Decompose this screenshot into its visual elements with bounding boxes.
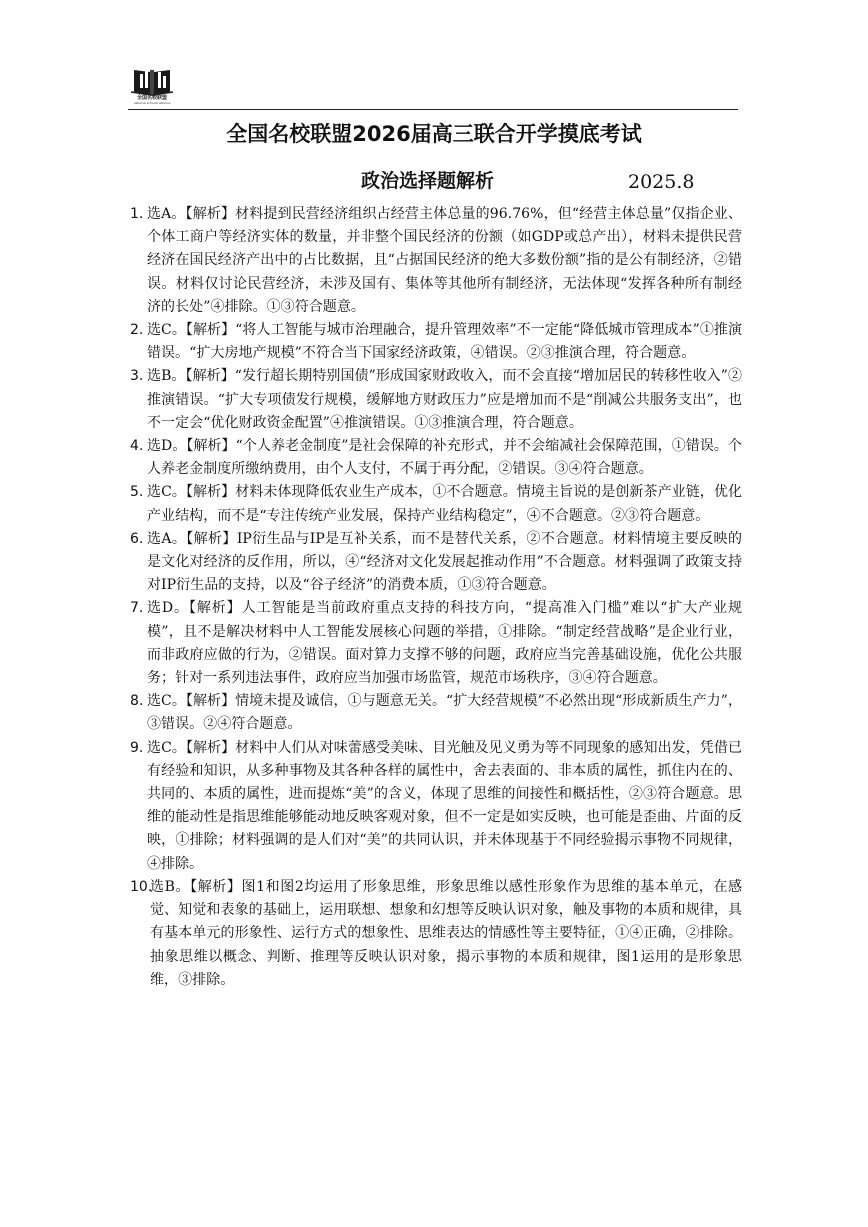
question-number: 9. [130, 739, 144, 756]
question-number: 10. [130, 878, 153, 895]
answer-item [130, 690, 742, 736]
answer-explanation: 选D。【解析】“个人养老金制度”是社会保障的补充形式，并不会缩减社会保障范围，①错误。个人养老金制度所缴纳费用，由个人支付，不属于再分配，②错误。③④符合题意。 [147, 438, 742, 478]
answer-item [130, 481, 742, 527]
book-logo-icon [128, 64, 176, 96]
answer-explanation: 选D。【解析】人工智能是当前政府重点支持的科技方向，“提高准入门槛”难以“扩大产业规模”，且不是解决材料中人工智能发展核心问题的举措，①排除。“制定经营战略”是企业行业，而非政府应做的行为，②错误。面对算力支撑不够的问题，政府应当完善基础设施，优化公共服务；针对一系列违法事件，政府应当加强市场监管，规范市场秩序，③④符合题意。 [147, 600, 742, 687]
answer-item [130, 528, 742, 598]
answer-item [130, 597, 742, 690]
answer-explanation: 选C。【解析】“将人工智能与城市治理融合，提升管理效率”不一定能“降低城市管理成本”①推演错误。“扩大房地产规模”不符合当下国家经济政策，④错误。②③推演合理，符合题意。 [147, 322, 742, 362]
logo-caption: 全国名校联盟 [136, 95, 167, 101]
answer-explanation: 选A。【解析】材料提到民营经济组织占经营主体总量的96.76%，但“经营主体总量”仅指企业、个体工商户等经济实体的数量，并非整个国民经济的份额（如GDP或总产出），材料未提供民营经济在国民经济产出中的占比数据，且“占据国民经济的绝大多数份额”指的是公有制经济，②错误。材料仅讨论民营经济，未涉及国有、集体等其他所有制经济，无法体现“发挥各种所有制经济的长处”④排除。①③符合题意。 [147, 206, 742, 315]
question-number: 8. [130, 693, 144, 710]
alliance-logo [128, 64, 176, 108]
question-number: 2. [130, 322, 144, 339]
question-number: 5. [130, 484, 144, 501]
question-number: 7. [130, 600, 144, 617]
answer-explanation: 选A。【解析】IP衍生品与IP是互补关系，而不是替代关系，②不合题意。材料情境主要反映的是文化对经济的反作用，所以，④“经济对文化发展起推动作用”不合题意。材料强调了政策支持对IP衍生品的支持，以及“谷子经济”的消费本质，①③符合题意。 [147, 530, 742, 594]
page-title: 全国名校联盟2026届高三联合开学摸底考试 [226, 122, 642, 146]
question-number: 6. [130, 530, 144, 547]
answer-item [130, 365, 742, 435]
answer-explanation: 选B。【解析】图1和图2均运用了形象思维，形象思维以感性形象作为思维的基本单元，在感觉、知觉和表象的基础上，运用联想、想象和幻想等反映认识对象，触及事物的本质和规律，具有基本单元的形象性、运行方式的想象性、思维表达的情感性等主要特征，①④正确，②排除。抽象思维以概念、判断、推理等反映认识对象，揭示事物的本质和规律，图1运用的是形象思维，③排除。 [150, 878, 742, 988]
exam-date: 2025.8 [628, 171, 695, 193]
answer-item [130, 737, 742, 876]
answer-explanation: 选B。【解析】“发行超长期特别国债”形成国家财政收入，而不会直接“增加居民的转移性收入”②推演错误。“扩大专项债发行规模，缓解地方财政压力”应是增加而不是“削减公共服务支出”，也不一定会“优化财政资金配置”④推演错误。①③推演合理，符合题意。 [147, 368, 742, 431]
answer-list [130, 203, 742, 992]
answer-item [130, 876, 742, 992]
page-subtitle: 政治选择题解析 [361, 170, 495, 192]
question-number: 3. [130, 368, 144, 385]
logo-subcaption: national schools alliance [133, 101, 171, 105]
question-number: 1. [130, 206, 144, 222]
answer-item [130, 203, 742, 319]
header-divider [128, 109, 738, 110]
answer-explanation: 选C。【解析】情境未提及诚信，①与题意无关。“扩大经营规模”不必然出现“形成新质生产力”，③错误。②④符合题意。 [147, 693, 742, 733]
answer-explanation: 选C。【解析】材料中人们从对味蕾感受美味、目光触及见义勇为等不同现象的感知出发，凭借已有经验和知识，从多种事物及其各种各样的属性中，舍去表面的、非本质的属性，抓住内在的、共同的、本质的属性，进而提炼“美”的含义，体现了思维的间接性和概括性，②③符合题意。思维的能动性是指思维能够能动地反映客观对象，但不一定是如实反映，也可能是歪曲、片面的反映，①排除；材料强调的是人们对“美”的共同认识，并未体现基于不同经验揭示事物不同规律，④排除。 [147, 739, 742, 872]
answer-item [130, 319, 742, 365]
question-number: 4. [130, 438, 144, 455]
answer-item [130, 435, 742, 481]
answer-explanation: 选C。【解析】材料未体现降低农业生产成本，①不合题意。情境主旨说的是创新茶产业链，优化产业结构，而不是“专注传统产业发展，保持产业结构稳定”，④不合题意。②③符合题意。 [147, 484, 742, 524]
